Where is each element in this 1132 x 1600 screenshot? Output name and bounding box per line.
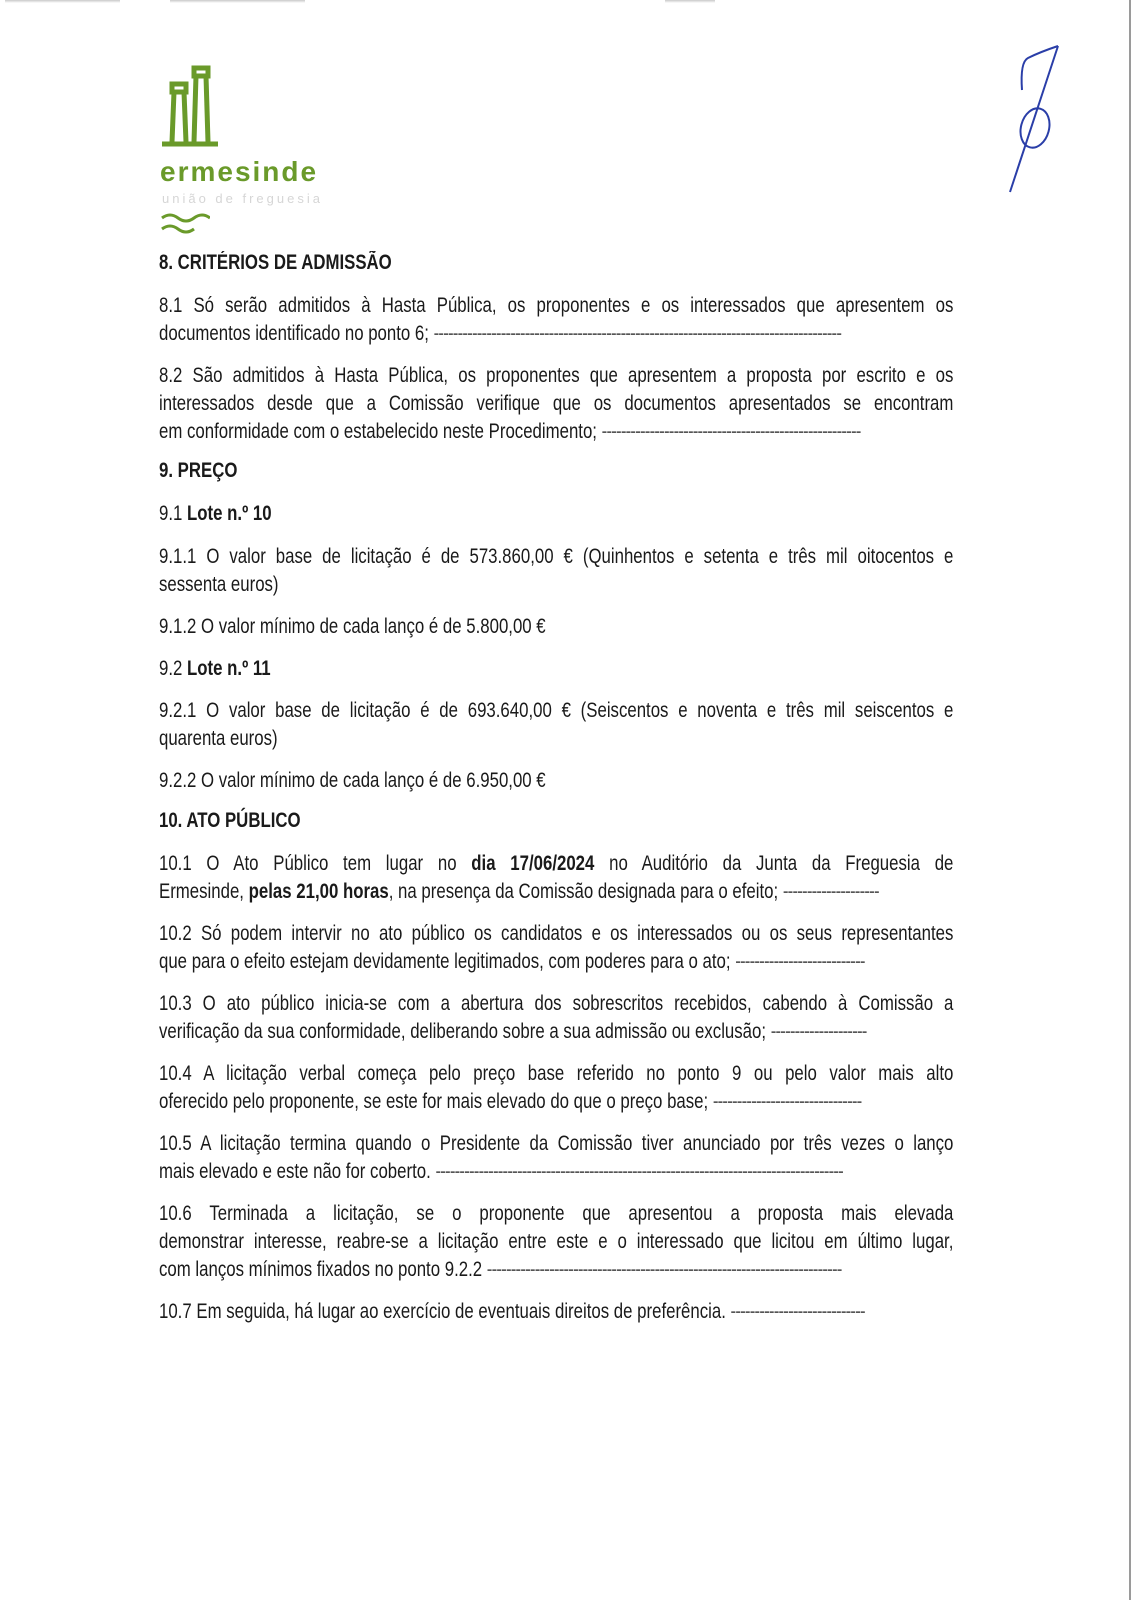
- text-span: que para o efeito estejam devidamente legitimados, com poderes para o ato;: [159, 950, 736, 973]
- text-span: verificação da sua conformidade, deliberando sobre a sua admissão ou exclusão;: [159, 1020, 771, 1043]
- text-span: Ermesinde,: [159, 880, 249, 903]
- section-8-title: 8. CRITÉRIOS DE ADMISSÃO: [159, 251, 392, 274]
- lot-11-heading: [159, 655, 953, 683]
- paragraph-10-7: [159, 1298, 953, 1326]
- text-line: 8.2 São admitidos à Hasta Pública, os proponentes que apresentem a proposta por escrito e os: [159, 364, 954, 387]
- text-line: 8.1 Só serão admitidos à Hasta Pública, os proponentes e os interessados que apresentem os: [159, 294, 954, 317]
- ermesinde-logo: [160, 64, 340, 234]
- event-time: pelas 21,00 horas: [248, 880, 389, 903]
- dash-filler: -------------------------------: [712, 1090, 862, 1113]
- dash-filler: -------------------------------------------------------------------------------------: [435, 1160, 843, 1183]
- text-span: com lanços mínimos fixados no ponto 9.2.2: [159, 1258, 487, 1281]
- text-line: interessados desde que a Comissão verifique que os documentos apresentados se encontram: [159, 392, 954, 415]
- text-line: [159, 878, 953, 906]
- text-line: [159, 320, 953, 348]
- dash-filler: ------------------------------------------------------: [601, 420, 861, 443]
- text-line: [159, 1088, 953, 1116]
- text-span: 10.1 O Ato Público tem lugar no: [159, 852, 472, 875]
- dash-filler: --------------------: [782, 880, 879, 903]
- text-line: 10.5 A licitação termina quando o Presidente da Comissão tiver anunciado por três vezes o lanço: [159, 1132, 954, 1155]
- text-line: [159, 850, 953, 878]
- paragraph-9-2-2: 9.2.2 O valor mínimo de cada lanço é de 6.950,00 €: [159, 769, 546, 792]
- paragraph-10-6: [159, 1200, 953, 1284]
- text-line: quarenta euros): [159, 727, 278, 750]
- event-date: dia 17/06/2024: [471, 852, 595, 875]
- text-line: 10.6 Terminada a licitação, se o proponente que apresentou a proposta mais elevada: [159, 1202, 954, 1225]
- text-line: [159, 1018, 953, 1046]
- lot-11-label: Lote n.º 11: [187, 657, 271, 680]
- section-10-title: 10. ATO PÚBLICO: [159, 809, 301, 832]
- paragraph-8-1: [159, 292, 953, 348]
- text-span: 9.1: [159, 502, 188, 525]
- dash-filler: --------------------: [770, 1020, 867, 1043]
- text-span: documentos identificado no ponto 6;: [159, 322, 434, 345]
- text-line: 10.3 O ato público inicia-se com a abertura dos sobrescritos recebidos, cabendo à Comissão a: [159, 992, 954, 1015]
- dash-filler: ---------------------------: [735, 950, 865, 973]
- text-span: , na presença da Comissão designada para o efeito;: [388, 880, 783, 903]
- section-9-title: 9. PREÇO: [159, 459, 238, 482]
- signature-initials-icon: [1000, 40, 1070, 200]
- text-line: sessenta euros): [159, 573, 279, 596]
- lot-10-heading: [159, 500, 953, 528]
- dash-filler: --------------------------------------------------------------------------: [486, 1258, 842, 1281]
- document-body: [159, 250, 1132, 1326]
- text-span: em conformidade com o estabelecido neste Procedimento;: [159, 420, 602, 443]
- scan-top-edge: [665, 0, 715, 3]
- scan-top-edge: [170, 0, 305, 3]
- paragraph-9-1-2: 9.1.2 O valor mínimo de cada lanço é de 5.800,00 €: [159, 615, 546, 638]
- paragraph-10-1: [159, 850, 953, 906]
- dash-filler: -------------------------------------------------------------------------------------: [433, 322, 842, 345]
- text-line: 9.1.1 O valor base de licitação é de 573.860,00 € (Quinhentos e setenta e três mil oitocentos e: [159, 545, 954, 568]
- paragraph-10-3: [159, 990, 953, 1046]
- lot-10-label: Lote n.º 10: [187, 502, 272, 525]
- text-line: 9.2.1 O valor base de licitação é de 693.640,00 € (Seiscentos e noventa e três mil seiscentos e: [159, 699, 954, 722]
- dash-filler: ----------------------------: [730, 1300, 865, 1323]
- text-line: 10.4 A licitação verbal começa pelo preço base referido no ponto 9 ou pelo valor mais alto: [159, 1062, 954, 1085]
- text-line: [159, 948, 953, 976]
- paragraph-10-5: [159, 1130, 953, 1186]
- text-line: demonstrar interesse, reabre-se a licitação entre este e o interessado que licitou em último lugar,: [159, 1230, 954, 1253]
- text-line: [159, 418, 953, 446]
- text-line: [159, 1256, 953, 1284]
- text-line: [159, 1298, 953, 1326]
- text-span: 10.7 Em seguida, há lugar ao exercício de eventuais direitos de preferência.: [159, 1300, 731, 1323]
- paragraph-8-2: [159, 362, 953, 446]
- paragraph-9-1-1: [159, 543, 953, 599]
- paragraph-10-2: [159, 920, 953, 976]
- paragraph-9-2-1: [159, 697, 953, 753]
- text-span: no Auditório da Junta da Freguesia de: [594, 852, 954, 875]
- text-span: oferecido pelo proponente, se este for mais elevado do que o preço base;: [159, 1090, 713, 1113]
- logo-subtitle: união de freguesia: [162, 191, 323, 206]
- text-span: 9.2: [159, 657, 188, 680]
- text-line: [159, 1158, 953, 1186]
- waves-icon: [160, 212, 210, 234]
- logo-wordmark: ermesinde: [160, 156, 319, 187]
- paragraph-10-4: [159, 1060, 953, 1116]
- columns-icon: [160, 64, 220, 150]
- scan-top-edge: [5, 0, 120, 3]
- text-line: 10.2 Só podem intervir no ato público os candidatos e os interessados ou os seus representantes: [159, 922, 954, 945]
- text-span: mais elevado e este não for coberto.: [159, 1160, 436, 1183]
